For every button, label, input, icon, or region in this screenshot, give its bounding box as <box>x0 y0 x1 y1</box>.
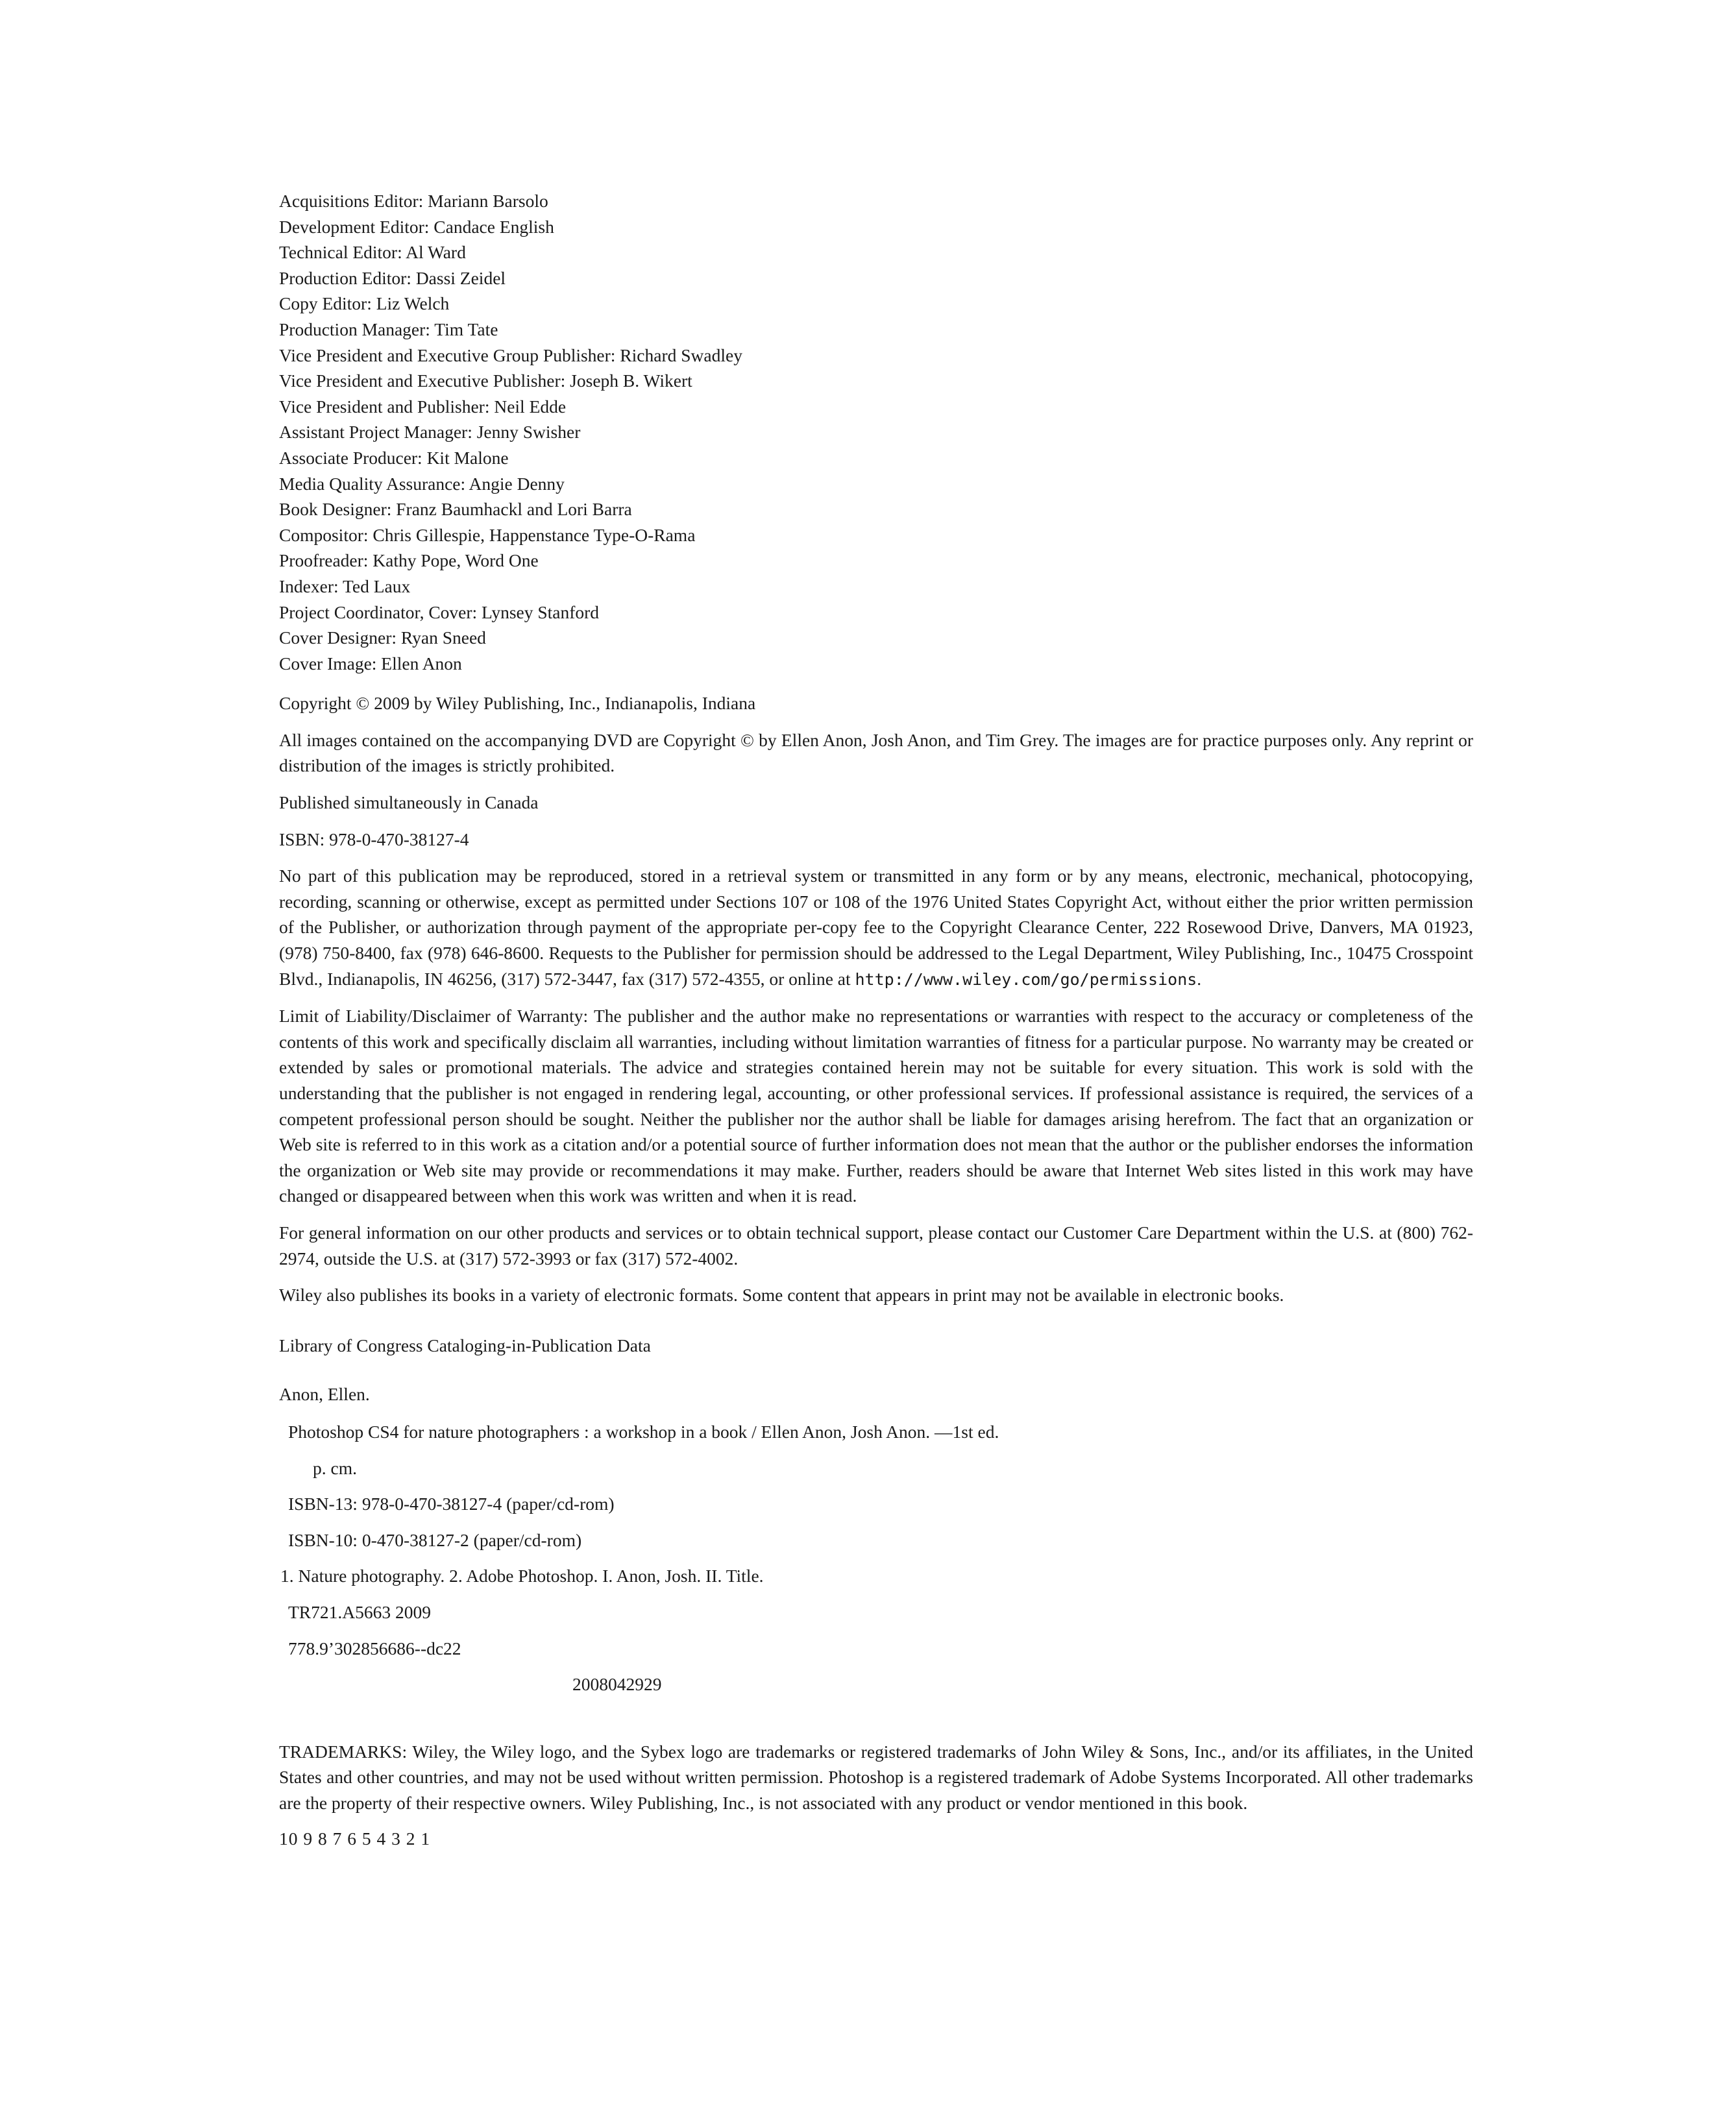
cip-author: Anon, Ellen. <box>279 1384 370 1405</box>
cip-lccn: 2008042929 <box>572 1674 662 1695</box>
credit-associate-producer: Associate Producer: Kit Malone <box>279 447 509 468</box>
cip-heading: Library of Congress Cataloging-in-Publication Data <box>279 1335 651 1355</box>
cip-dewey: 778.9’302856686--dc22 <box>288 1638 461 1658</box>
cip-pages: p. cm. <box>313 1457 357 1478</box>
credit-cover-image: Cover Image: Ellen Anon <box>279 653 462 674</box>
credits-list <box>279 188 1473 676</box>
electronic-formats: Wiley also publishes its books in a variety of electronic formats. Some content that appears in print may not be available in electronic books. <box>279 1285 1284 1305</box>
permissions-end: . <box>1197 968 1202 989</box>
credit-acquisitions-editor: Acquisitions Editor: Mariann Barsolo <box>279 191 548 211</box>
credit-vp-exec-group-publisher: Vice President and Executive Group Publisher: Richard Swadley <box>279 345 742 365</box>
credit-indexer: Indexer: Ted Laux <box>279 576 411 596</box>
cip-subjects: 1. Nature photography. 2. Adobe Photoshop. I. Anon, Josh. II. Title. <box>280 1566 764 1586</box>
credit-production-editor: Production Editor: Dassi Zeidel <box>279 267 506 288</box>
credit-vp-publisher: Vice President and Publisher: Neil Edde <box>279 396 567 417</box>
credit-vp-exec-publisher: Vice President and Executive Publisher: Joseph B. Wikert <box>279 370 692 391</box>
permissions-paragraph <box>279 863 1473 992</box>
permissions-url: http://www.wiley.com/go/permissions <box>855 969 1197 989</box>
cip-isbn10: ISBN-10: 0-470-38127-2 (paper/cd-rom) <box>288 1529 582 1550</box>
credit-copy-editor: Copy Editor: Liz Welch <box>279 293 450 314</box>
images-notice: All images contained on the accompanying DVD are Copyright © by Ellen Anon, Josh Anon, and Tim Grey. The images are for practice purposes only. Any reprint or distribution of the images is strictly prohibited. <box>279 729 1473 776</box>
permissions-text: No part of this publication may be reproduced, stored in a retrieval system or transmitted in any form or by any means, electronic, mechanical, photocopying, recording, scanning or otherwise, except as permitted under Sections 107 or 108 of the 1976 United States Copyright Act, without either the prior written permission of the Publisher, or authorization through payment of the appropriate per-copy fee to the Copyright Clearance Center, 222 Rosewood Drive, Danvers, MA 01923, (978) 750-8400, fax (978) 646-8600. Requests to the Publisher for permission should be addressed to the Legal Department, Wiley Publishing, Inc., 10475 Crosspoint Blvd., Indianapolis, IN 46256, (317) 572-3447, fax (317) 572-4355, or online at <box>279 866 1473 989</box>
credit-development-editor: Development Editor: Candace English <box>279 216 554 237</box>
liability-disclaimer: Limit of Liability/Disclaimer of Warranty: The publisher and the author make no representations or warranties with respect to the accuracy or completeness of the contents of this work and specifically disclaim all warranties, including without limitation warranties of fitness for a particular purpose. No warranty may be created or extended by sales or promotional materials. The advice and strategies contained herein may not be suitable for every situation. This work is sold with the understanding that the publisher is not engaged in rendering legal, accounting, or other professional services. If professional assistance is required, the services of a competent professional person should be sought. Neither the publisher nor the author shall be liable for damages arising herefrom. The fact that an organization or Web site is referred to in this work as a citation and/or a potential source of further information does not mean that the author or the publisher endorses the information the organization or Web site may provide or recommendations it may make. Further, readers should be aware that Internet Web sites listed in this work may have changed or disappeared between when this work was written and when it is read. <box>279 1006 1473 1206</box>
credit-cover-designer: Cover Designer: Ryan Sneed <box>279 627 486 648</box>
credit-compositor: Compositor: Chris Gillespie, Happenstance Type-O-Rama <box>279 524 696 545</box>
customer-support: For general information on our other products and services or to obtain technical support, please contact our Customer Care Department within the U.S. at (800) 762-2974, outside the U.S. at (317) 572-3993 or fax (317) 572-4002. <box>279 1222 1473 1269</box>
cip-block <box>279 1333 1473 1697</box>
published-canada: Published simultaneously in Canada <box>279 792 539 813</box>
credit-media-qa: Media Quality Assurance: Angie Denny <box>279 473 565 494</box>
credit-assistant-project-manager: Assistant Project Manager: Jenny Swisher <box>279 422 581 443</box>
credit-project-coordinator-cover: Project Coordinator, Cover: Lynsey Stanford <box>279 601 600 622</box>
isbn-line: ISBN: 978-0-470-38127-4 <box>279 829 469 849</box>
credit-technical-editor: Technical Editor: Al Ward <box>279 242 466 263</box>
cip-isbn13: ISBN-13: 978-0-470-38127-4 (paper/cd-rom) <box>288 1494 615 1514</box>
copyright-page <box>279 188 1473 1852</box>
credit-book-designer: Book Designer: Franz Baumhackl and Lori Barra <box>279 499 632 520</box>
trademarks-notice: TRADEMARKS: Wiley, the Wiley logo, and the Sybex logo are trademarks or registered trademarks of John Wiley & Sons, Inc., and/or its affiliates, in the United States and other countries, and may not be used without written permission. Photoshop is a registered trademark of Adobe Systems Incorporated. All other trademarks are the property of their respective owners. Wiley Publishing, Inc., is not associated with any product or vendor mentioned in this book. <box>279 1741 1473 1813</box>
cip-title: Photoshop CS4 for nature photographers : a workshop in a book / Ellen Anon, Josh Anon. —1st ed. <box>288 1421 999 1442</box>
credit-production-manager: Production Manager: Tim Tate <box>279 319 498 339</box>
cip-lc-class: TR721.A5663 2009 <box>288 1601 431 1622</box>
copyright-line: Copyright © 2009 by Wiley Publishing, Inc., Indianapolis, Indiana <box>279 693 756 714</box>
printing-line: 10 9 8 7 6 5 4 3 2 1 <box>279 1828 431 1849</box>
credit-proofreader: Proofreader: Kathy Pope, Word One <box>279 550 539 571</box>
